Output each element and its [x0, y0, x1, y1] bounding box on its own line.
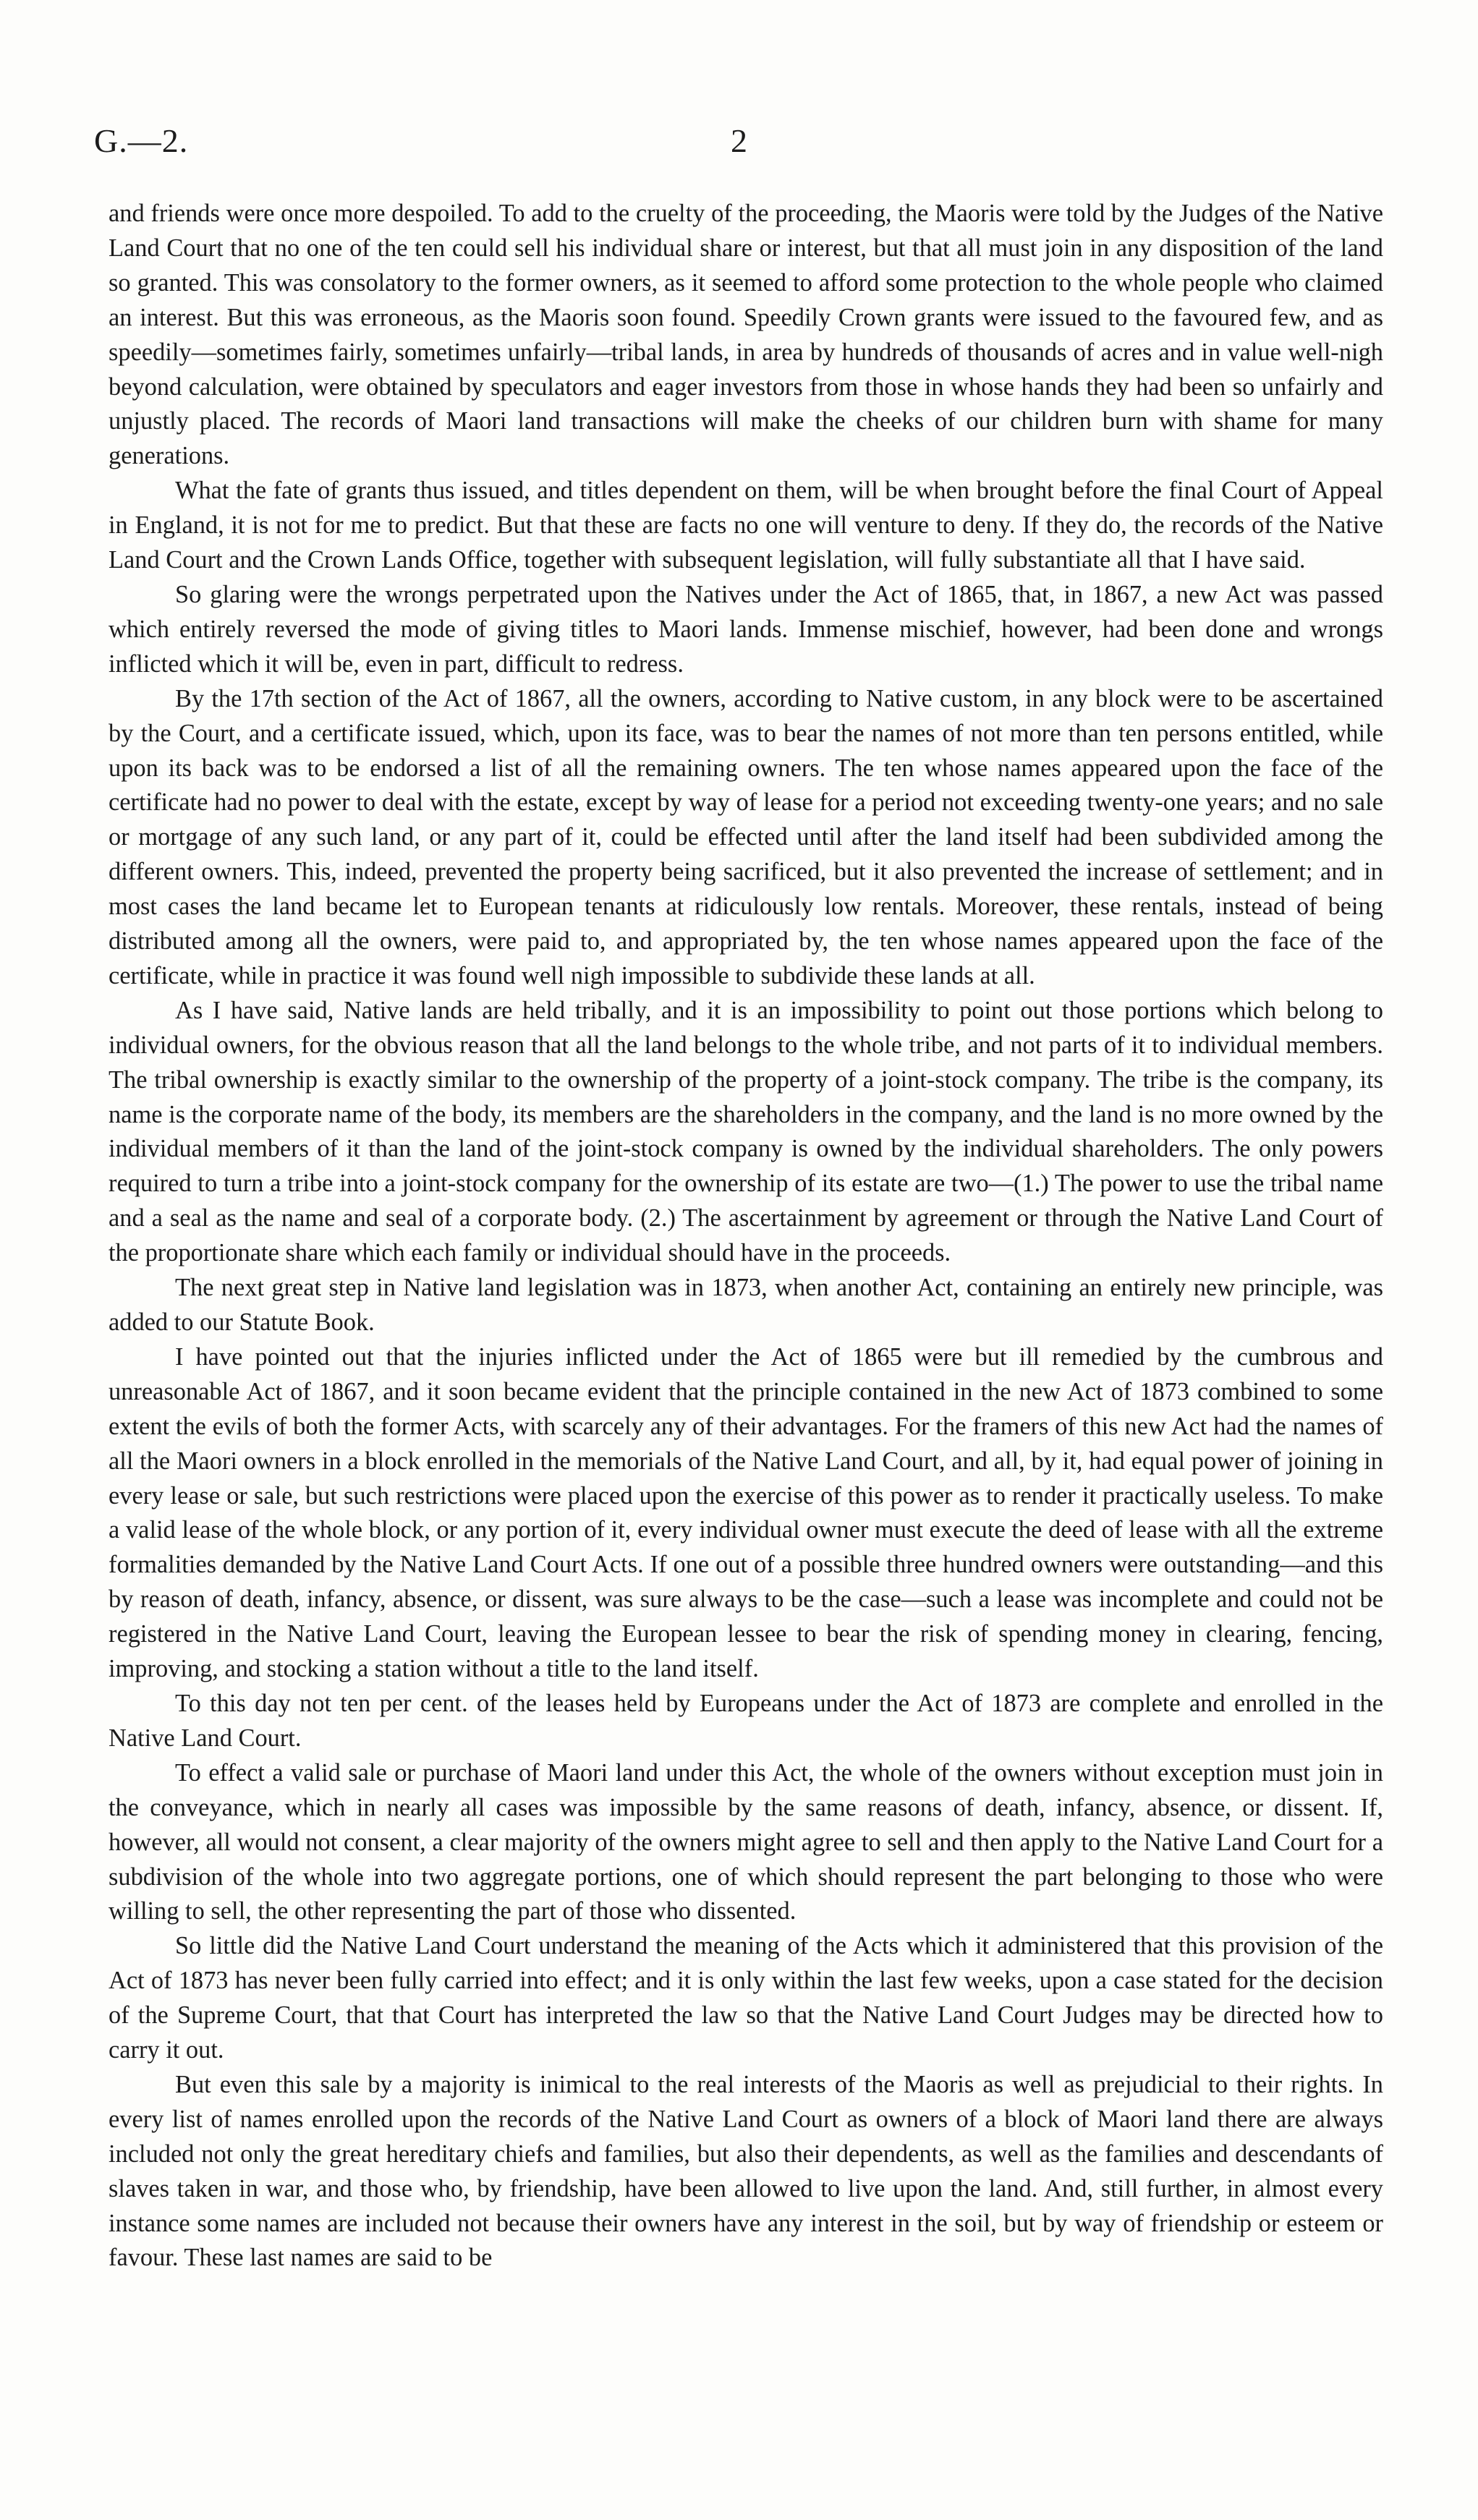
page-header	[94, 122, 1389, 179]
paragraph: I have pointed out that the injuries inflicted under the Act of 1865 were but ill remedied by the cumbrous and unreasonable Act of 1867, and it soon became evident that the principle contained in the new Act of 1873 combined to some extent the evils of both the former Acts, with scarcely any of their advantages. For the framers of this new Act had the names of all the Maori owners in a block enrolled in the memorials of the Native Land Court, and all, by it, had equal power of joining in every lease or sale, but such restrictions were placed upon the exercise of this power as to render it practically useless. To make a valid lease of the whole block, or any portion of it, every individual owner must execute the deed of lease with all the extreme formalities demanded by the Native Land Court Acts. If one out of a possible three hundred owners were outstanding—and this by reason of death, infancy, absence, or dissent, was sure always to be the case—such a lease was incomplete and could not be registered in the Native Land Court, leaving the European lessee to bear the risk of spending money in clearing, fencing, improving, and stocking a station without a title to the land itself.	[109, 1342, 1383, 1683]
paragraph: What the fate of grants thus issued, and titles dependent on them, will be when brought before the final Court of Appeal in England, it is not for me to predict. But that these are facts no one will venture to deny. If they do, the records of the Native Land Court and the Crown Lands Office, together with subsequent legislation, will fully substantiate all that I have said.	[109, 477, 1383, 574]
paragraph: So little did the Native Land Court understand the meaning of the Acts which it administered that this provision of the Act of 1873 has never been fully carried into effect; and it is only within the last few weeks, upon a case stated for the decision of the Supreme Court, that that Court has interpreted the law so that the Native Land Court Judges may be directed how to carry it out.	[109, 1932, 1383, 2064]
paragraph: To this day not ten per cent. of the leases held by Europeans under the Act of 1873 are complete and enrolled in the Native Land Court.	[109, 1689, 1383, 1752]
paragraph: But even this sale by a majority is inimical to the real interests of the Maoris as well as prejudicial to their rights. In every list of names enrolled upon the records of the Native Land Court as owners of a block of Maori land there are always included not only the great hereditary chiefs and families, but also their dependents, as well as the families and descendants of slaves taken in war, and those who, by friendship, have been allowed to live upon the land. And, still further, in almost every instance some names are included not because their owners have any interest in the soil, but by way of friendship or esteem or favour. These last names are said to be	[109, 2070, 1383, 2272]
page-number: 2	[731, 122, 747, 159]
body-text	[109, 197, 1383, 2276]
paragraph: As I have said, Native lands are held tribally, and it is an impossibility to point out those portions which belong to individual owners, for the obvious reason that all the land belongs to the whole tribe, and not parts of it to individual members. The tribal ownership is exactly similar to the ownership of the property of a joint-stock company. The tribe is the company, its name is the corporate name of the body, its members are the shareholders in the company, and the land is no more owned by the individual members of it than the land of the joint-stock company is owned by the individual shareholders. The only powers required to turn a tribe into a joint-stock company for the ownership of its estate are two—(1.) The power to use the tribal name and a seal as the name and seal of a corporate body. (2.) The ascertainment by agreement or through the Native Land Court of the proportionate share which each family or individual should have in the proceeds.	[109, 996, 1383, 1267]
paragraph: To effect a valid sale or purchase of Maori land under this Act, the whole of the owners without exception must join in the conveyance, which in nearly all cases was impossible by the same reasons of death, infancy, absence, or dissent. If, however, all would not consent, a clear majority of the owners might agree to sell and then apply to the Native Land Court for a subdivision of the whole into two aggregate portions, one of which should represent the part belonging to those who were willing to sell, the other representing the part of those who dissented.	[109, 1758, 1383, 1925]
paragraph: The next great step in Native land legislation was in 1873, when another Act, containing an entirely new principle, was added to our Statute Book.	[109, 1274, 1383, 1336]
document-reference: G.—2.	[94, 122, 189, 159]
paragraph: So glaring were the wrongs perpetrated upon the Natives under the Act of 1865, that, in 1867, a new Act was passed which entirely reversed the mode of giving titles to Maori lands. Immense mischief, however, had been done and wrongs inflicted which it will be, even in part, difficult to redress.	[109, 580, 1383, 678]
paragraph: and friends were once more despoiled. To add to the cruelty of the proceeding, the Maoris were told by the Judges of the Native Land Court that no one of the ten could sell his individual share or interest, but that all must join in any disposition of the land so granted. This was consolatory to the former owners, as it seemed to afford some protection to the whole people who claimed an interest. But this was erroneous, as the Maoris soon found. Speedily Crown grants were issued to the favoured few, and as speedily—sometimes fairly, sometimes unfairly—tribal lands, in area by hundreds of thousands of acres and in value well-nigh beyond calculation, were obtained by speculators and eager investors from those in whose hands they had been so unfairly and unjustly placed. The records of Maori land transactions will make the cheeks of our children burn with shame for many generations.	[109, 200, 1383, 470]
paragraph: By the 17th section of the Act of 1867, all the owners, according to Native custom, in any block were to be ascertained by the Court, and a certificate issued, which, upon its face, was to bear the names of not more than ten persons entitled, while upon its back was to be endorsed a list of all the remaining owners. The ten whose names appeared upon the face of the certificate had no power to deal with the estate, except by way of lease for a period not exceeding twenty-one years; and no sale or mortgage of any such land, or any part of it, could be effected until after the land itself had been subdivided among the different owners. This, indeed, prevented the property being sacrificed, but it also prevented the increase of settlement; and in most cases the land became let to European tenants at ridiculously low rentals. Moreover, these rentals, instead of being distributed among all the owners, were paid to, and appropriated by, the ten whose names appeared upon the face of the certificate, while in practice it was found well nigh impossible to subdivide these lands at all.	[109, 684, 1383, 989]
